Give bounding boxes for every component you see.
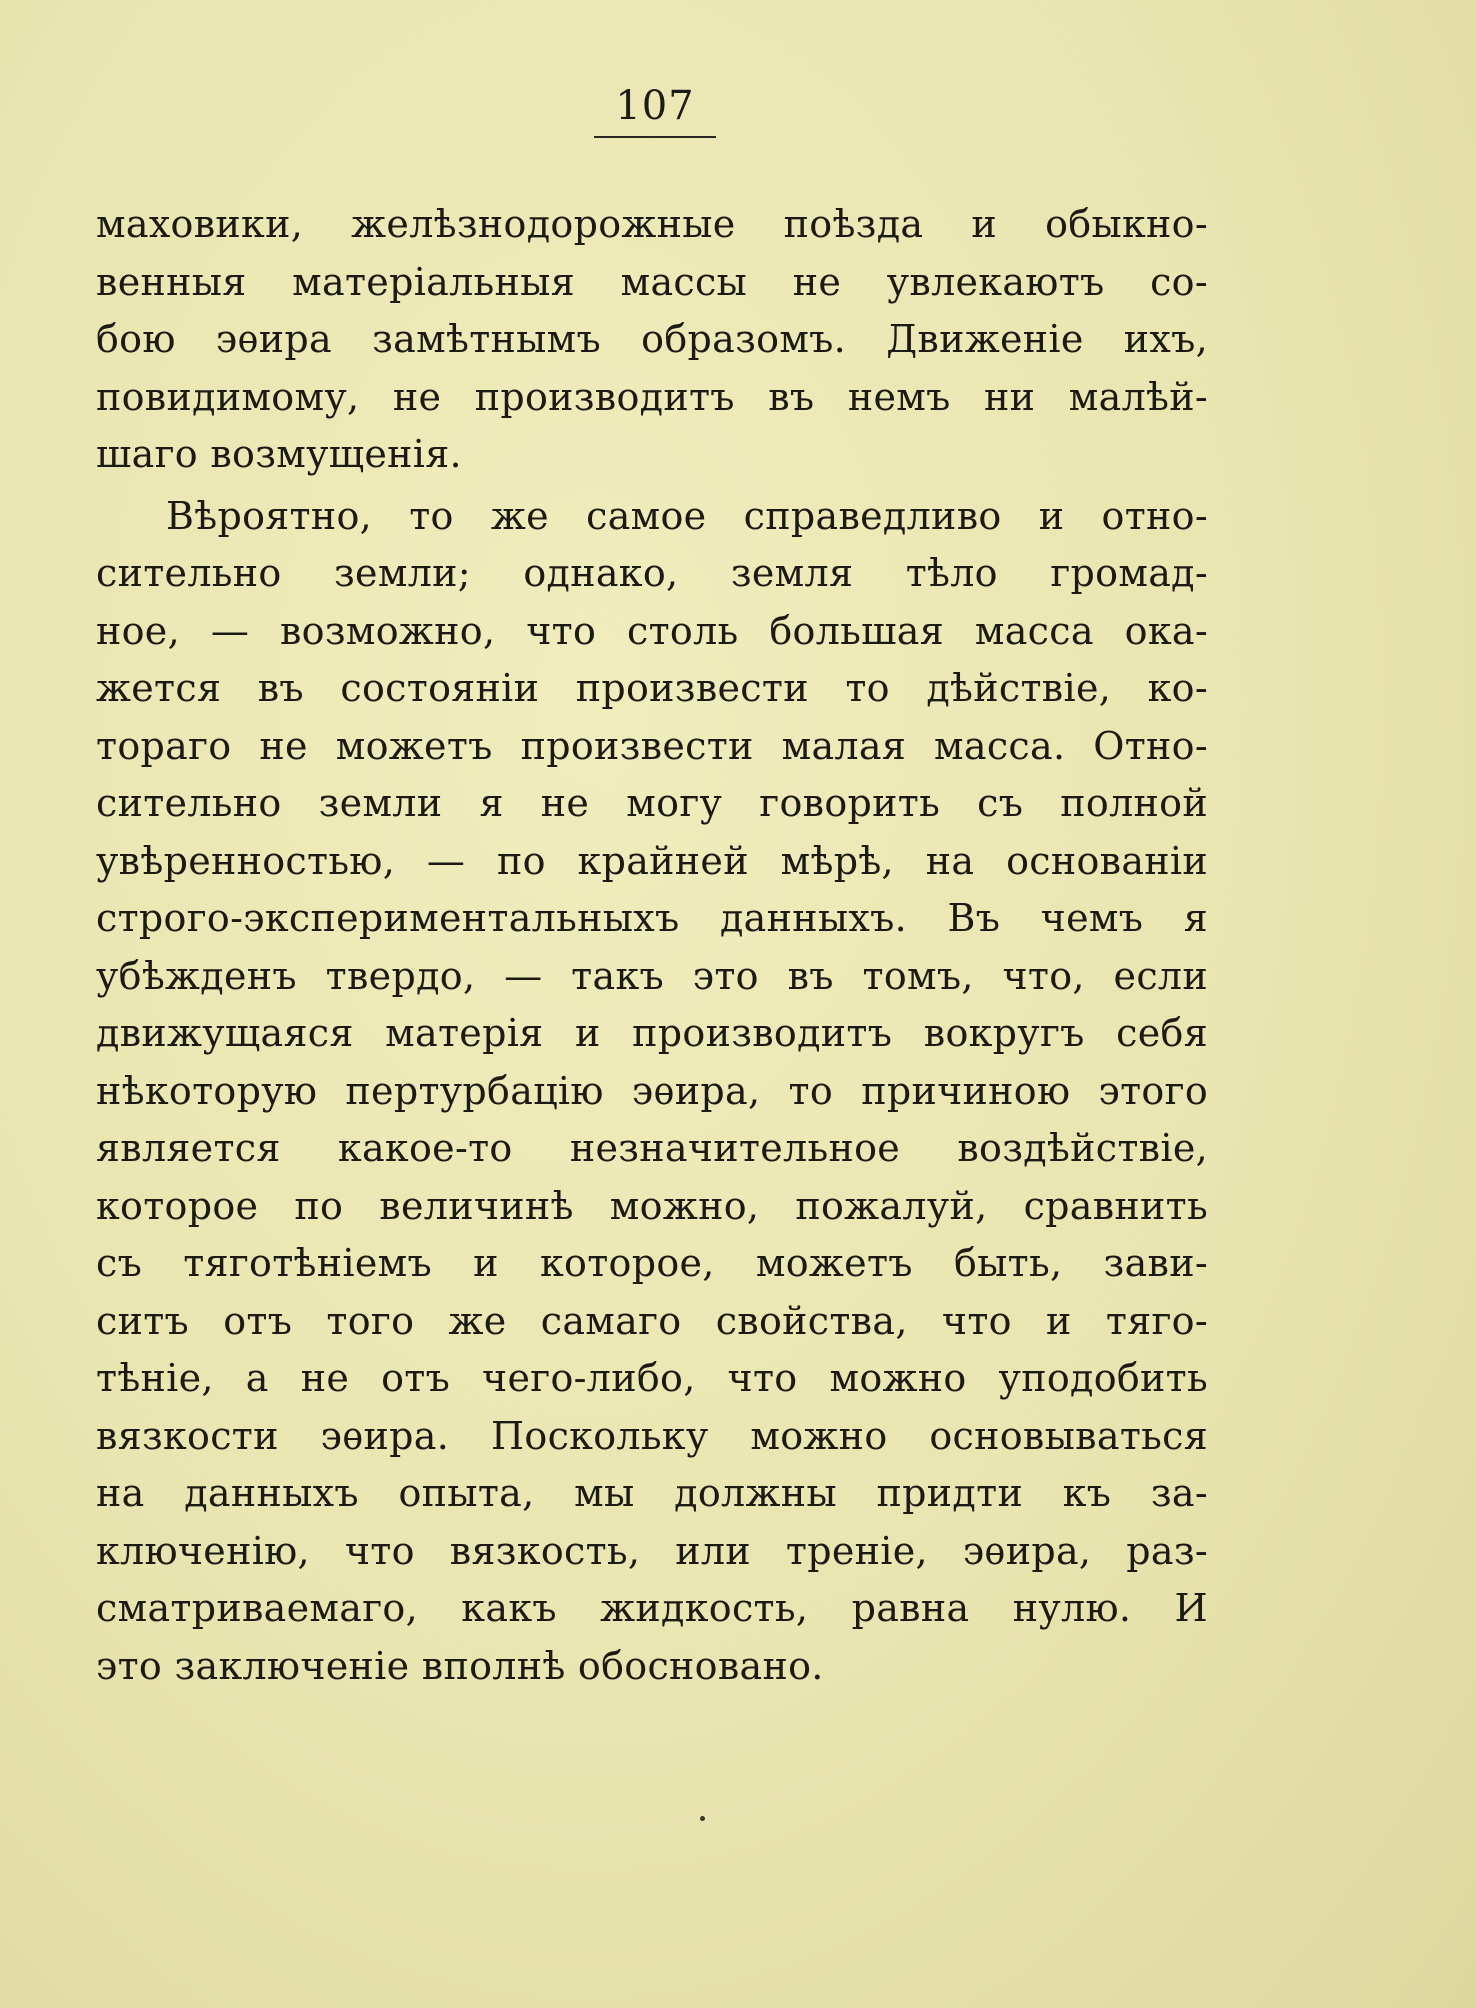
text-line: убѣжденъ твердо, — такъ это въ томъ, что, если — [96, 953, 1208, 998]
text-line: вязкости эѳира. Поскольку можно основываться — [96, 1413, 1208, 1458]
text-line: Вѣроятно, то же самое справедливо и отно- — [166, 493, 1208, 538]
text-line: увѣренностью, — по крайней мѣрѣ, на основаніи — [96, 838, 1208, 883]
text-line: ное, — возможно, что столь большая масса ока- — [96, 608, 1208, 653]
text-line: сительно земли я не могу говорить съ полной — [96, 781, 1208, 825]
text-line: жется въ состояніи произвести то дѣйствіе, ко- — [96, 666, 1208, 710]
text-line: шаго возмущенія. — [96, 432, 462, 476]
text-line: это заключеніе вполнѣ обосновано. — [96, 1643, 824, 1688]
text-line: ключенію, что вязкость, или треніе, эѳира, раз- — [96, 1528, 1208, 1573]
text-line: сительно земли; однако, земля тѣло громад- — [96, 551, 1208, 595]
text-line: строго-экспериментальныхъ данныхъ. Въ чемъ я — [96, 896, 1208, 940]
paragraph — [96, 488, 1208, 1696]
text-line: нѣкоторую пертурбацію эѳира, то причиною этого — [96, 1068, 1208, 1113]
text-line: сматриваемаго, какъ жидкость, равна нулю. И — [96, 1586, 1208, 1630]
text-line: маховики, желѣзнодорожные поѣзда и обыкно- — [96, 202, 1208, 246]
text-line: движущаяся матерія и производитъ вокругъ себя — [96, 1011, 1208, 1055]
ink-speck — [700, 1816, 705, 1821]
text-line: на данныхъ опыта, мы должны придти къ за- — [96, 1471, 1208, 1515]
text-line: венныя матеріальныя массы не увлекаютъ со- — [96, 259, 1208, 304]
paragraph — [96, 196, 1208, 484]
text-line: съ тяготѣніемъ и которое, можетъ быть, зави- — [96, 1241, 1208, 1285]
text-line: тѣніе, а не отъ чего-либо, что можно уподобить — [96, 1356, 1208, 1400]
page-number: 107 — [615, 83, 695, 129]
text-line: ситъ отъ того же самаго свойства, что и тяго- — [96, 1298, 1208, 1343]
body-text — [96, 196, 1208, 1695]
text-line: повидимому, не производитъ въ немъ ни малѣй- — [96, 374, 1208, 419]
text-line: тораго не можетъ произвести малая масса. Отно- — [96, 723, 1208, 768]
page-number-rule — [594, 136, 716, 138]
text-line: является какое-то незначительное воздѣйствіе, — [96, 1126, 1208, 1170]
text-line: которое по величинѣ можно, пожалуй, сравнить — [96, 1183, 1208, 1228]
text-line: бою эѳира замѣтнымъ образомъ. Движеніе ихъ, — [96, 317, 1208, 361]
